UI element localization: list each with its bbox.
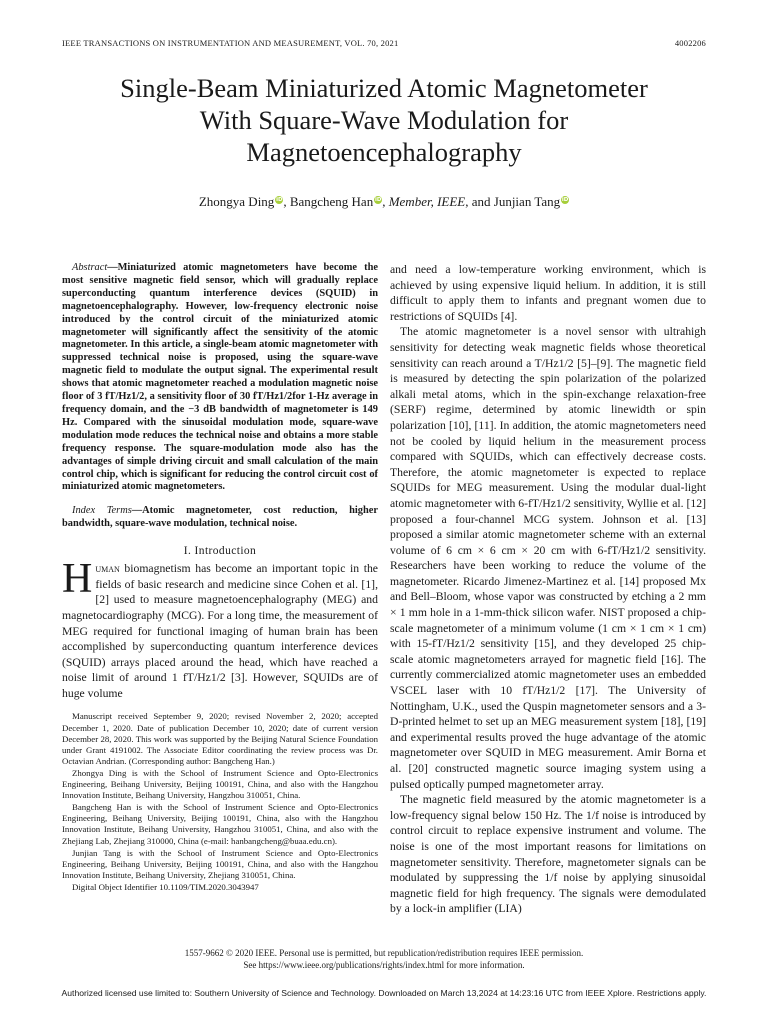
abstract <box>62 262 378 494</box>
right-column <box>390 262 706 917</box>
author-separator: , <box>283 194 290 209</box>
intro-paragraph <box>62 556 378 701</box>
title-line-2: With Square-Wave Modulation for <box>199 105 569 135</box>
title-line-1: Single-Beam Miniaturized Atomic Magnetometer <box>120 73 648 103</box>
orcid-icon[interactable]: iD <box>561 197 569 203</box>
author-name: Junjian Tang <box>493 194 561 209</box>
rights-link[interactable]: See https://www.ieee.org/publications/rights/index.html for more information. <box>243 959 525 970</box>
footnotes <box>62 711 378 893</box>
body-paragraph: The atomic magnetometer is a novel sensor with ultrahigh sensitivity for detecting weak magnetic fields whose theoretical sensitivity can reach around a T/Hz1/2 [5]–[9]. The magnetic field is measured by detecting the spin polarization of the polarized alkali metal atoms, which in the spin-exchange relaxation-free (SERF) regime, determined by atomic linewidth or spin polarization [10], [11]. In addition, the atomic magnetometers need not be cooled by liquid helium in the measurement process compared with SQUIDs, which can effectively decrease costs. Therefore, the atomic magnetometer is expected to replace SQUIDs for MEG measurement. Using the modular dual-light atomic magnetometer with 6-fT/Hz1/2 sensitivity, Wyllie et al. [12] proposed a four-channel MCG system. Johnson et al. [13] proposed a similar atomic magnetometer scheme with an external volume of 6 cm × 6 cm × 20 cm with 6-fT/Hz1/2 sensitivity. Researchers have been working to reduce the volume of the magnetometer. Ricardo Jimenez-Martinez et al. [14] proposed Mx and Bell–Bloom, whose vapor was constructed by etching a 2 mm × 1 mm hole in a 1-mm-thick silicon wafer. NIST proposed a chip-scale magnetometer of a minimum volume (1 cm × 1 cm × 1 cm) with 15-fT/Hz1/2 sensitivity [15], and they developed 25 chip-scale atomic magnetometers arrayed for magnetic field [16]. The currently commercialized atomic magnetometer uses an embedded VSCEL laser with 10 fT/Hz1/2 [17]. The University of Nottingham, U.K., used the Quspin magnetometer sensors and a 3-D-printed helmet to set up an MEG measurement system [18], [19] and experimental results proved the huge advantage of the atomic magnetometer over SQUID in MEG measurement. Amir Borna et al. [20] constructed magnetic source imaging system using a pulsed optically pumped magnetometer array. <box>390 325 706 791</box>
running-header <box>62 38 706 50</box>
left-column <box>62 262 378 894</box>
author-name: Bangcheng Han <box>289 194 374 209</box>
body-paragraph: The magnetic field measured by the atomic magnetometer is a low-frequency signal below 150 Hz. The 1/f noise is introduced by control circuit to replace expensive instrument and volume. The noise is one of the most important reasons for limitations on magnetometer sensitivity. Therefore, magnetometer signals can be modulated by suppressing the 1/f noise by applying sinusoidal magnetic field for high frequency. The signals were demodulated by a lock-in amplifier (LIA) <box>390 793 706 916</box>
footnote-manuscript: Manuscript received September 9, 2020; revised November 2, 2020; accepted December 1, 2020. Date of publication December 10, 2020; date of current version December 28, 2020. This work was supported by the Beijing Natural Science Foundation under Grant 4191002. The Associate Editor coordinating the review process was Dr. Octavian Andrian. (Corresponding author: Bangcheng Han.) <box>62 711 378 766</box>
section-heading: I. Introduction <box>183 545 257 558</box>
author-separator: , and <box>465 194 494 209</box>
author-list <box>40 194 728 210</box>
copyright-line: 1557-9662 © 2020 IEEE. Personal use is permitted, but republication/redistribution requires IEEE permission. <box>184 948 584 958</box>
body-paragraph: and need a low-temperature working environment, which is achieved by using expensive liquid helium. In addition, it is still difficult to apply them to infants and pregnant women due to restrictions of SQUIDs [4]. <box>390 263 706 323</box>
orcid-icon[interactable]: iD <box>276 197 283 203</box>
footnote-affiliation: Bangcheng Han is with the School of Instrument Science and Opto-Electronics Engineering, Beihang University, Beijing 100191, China, also with the Hangzhou Innovation Institute, Beihang University, Hangzhou 310051, China, and also with the Zhejiang Lab, Zhejiang 310000, China (e-mail: hanbangcheng@buaa.edu.cn). <box>62 802 378 846</box>
lead-word: uman <box>95 562 120 576</box>
index-terms-label: Index Terms <box>72 505 132 517</box>
author-name: Zhongya Ding <box>198 194 275 209</box>
author-separator: , <box>382 194 389 209</box>
title-line-3: Magnetoencephalography <box>246 137 522 167</box>
index-terms-text: —Atomic magnetometer, cost reduction, higher bandwidth, square-wave modulation, technical noise. <box>62 505 378 530</box>
paper-title <box>40 72 728 168</box>
author-membership: Member, IEEE <box>388 194 466 209</box>
abstract-text: —Miniaturized atomic magnetometers have become the most sensitive magnetic field sensor, which will gradually replace superconducting quantum interference devices (SQUID) in magnetoencephalography. However, low-frequency electronic noise introduced by the control circuit of the miniaturized atomic magnetometer will significantly affect the sensitivity of the atomic magnetometer. In this article, a single-beam atomic magnetometer with suppressed technical noise is proposed, using the square-wave magnetic field to modulate the output signal. The experimental result shows that atomic magnetometer reached a modulation magnetic noise floor of 3 fT/Hz1/2, a sensitivity floor of 30 fT/Hz1/2for 1-Hz average in frequency domain, and the −3 dB bandwidth of magnetometer is 149 Hz. Compared with the sinusoidal modulation mode, square-wave modulation mode reduces the technical noise and obtains a more stable frequency response. The square-modulation mode also has the advantages of simple driving circuit and small calculation of the main control chip, which is significant for reducing the control circuit cost of miniaturized atomic magnetometers. <box>62 262 378 493</box>
download-notice: Authorized licensed use limited to: Southern University of Science and Technology. Downloaded on March 13,2024 at 14:23:16 UTC from IEEE Xplore. Restrictions apply. <box>61 988 707 998</box>
orcid-icon[interactable]: iD <box>374 197 382 203</box>
abstract-label: Abstract <box>72 262 108 273</box>
footnote-affiliation: Zhongya Ding is with the School of Instrument Science and Opto-Electronics Engineering, Beihang University, Beijing 100191, China, and also with the Hangzhou Innovation Institute, Beihang University, Hangzhou 310051, China. <box>62 767 378 801</box>
footnote-affiliation: Junjian Tang is with the School of Instrument Science and Opto-Electronics Engineering, Beihang University, Beijing 100191, China, and also with the Hangzhou Innovation Institute, Beihang University, Zhejiang 310051, China. <box>62 847 378 880</box>
copyright-notice <box>62 948 706 971</box>
page-number: 4002206 <box>674 38 706 48</box>
journal-name: IEEE TRANSACTIONS ON INSTRUMENTATION AND MEASUREMENT, VOL. 70, 2021 <box>62 38 399 48</box>
doi-line[interactable]: Digital Object Identifier 10.1109/TIM.2020.3043947 <box>72 881 259 892</box>
drop-cap: H <box>62 556 93 603</box>
index-terms <box>62 505 378 531</box>
intro-text: biomagnetism has become an important topic in the fields of basic research and medicine since Cohen et al. [1], [2] used to measure magnetoencephalography (MEG) and magnetocardiography (MCG). For a long time, the measurement of MEG required for functional imaging of human brain has been accomplished by superconducting quantum interference devices (SQUID) arrays placed around the head, which have reached a noise limit of around 1 fT/Hz1/2 [3]. However, SQUIDs are of huge volume <box>62 562 378 700</box>
